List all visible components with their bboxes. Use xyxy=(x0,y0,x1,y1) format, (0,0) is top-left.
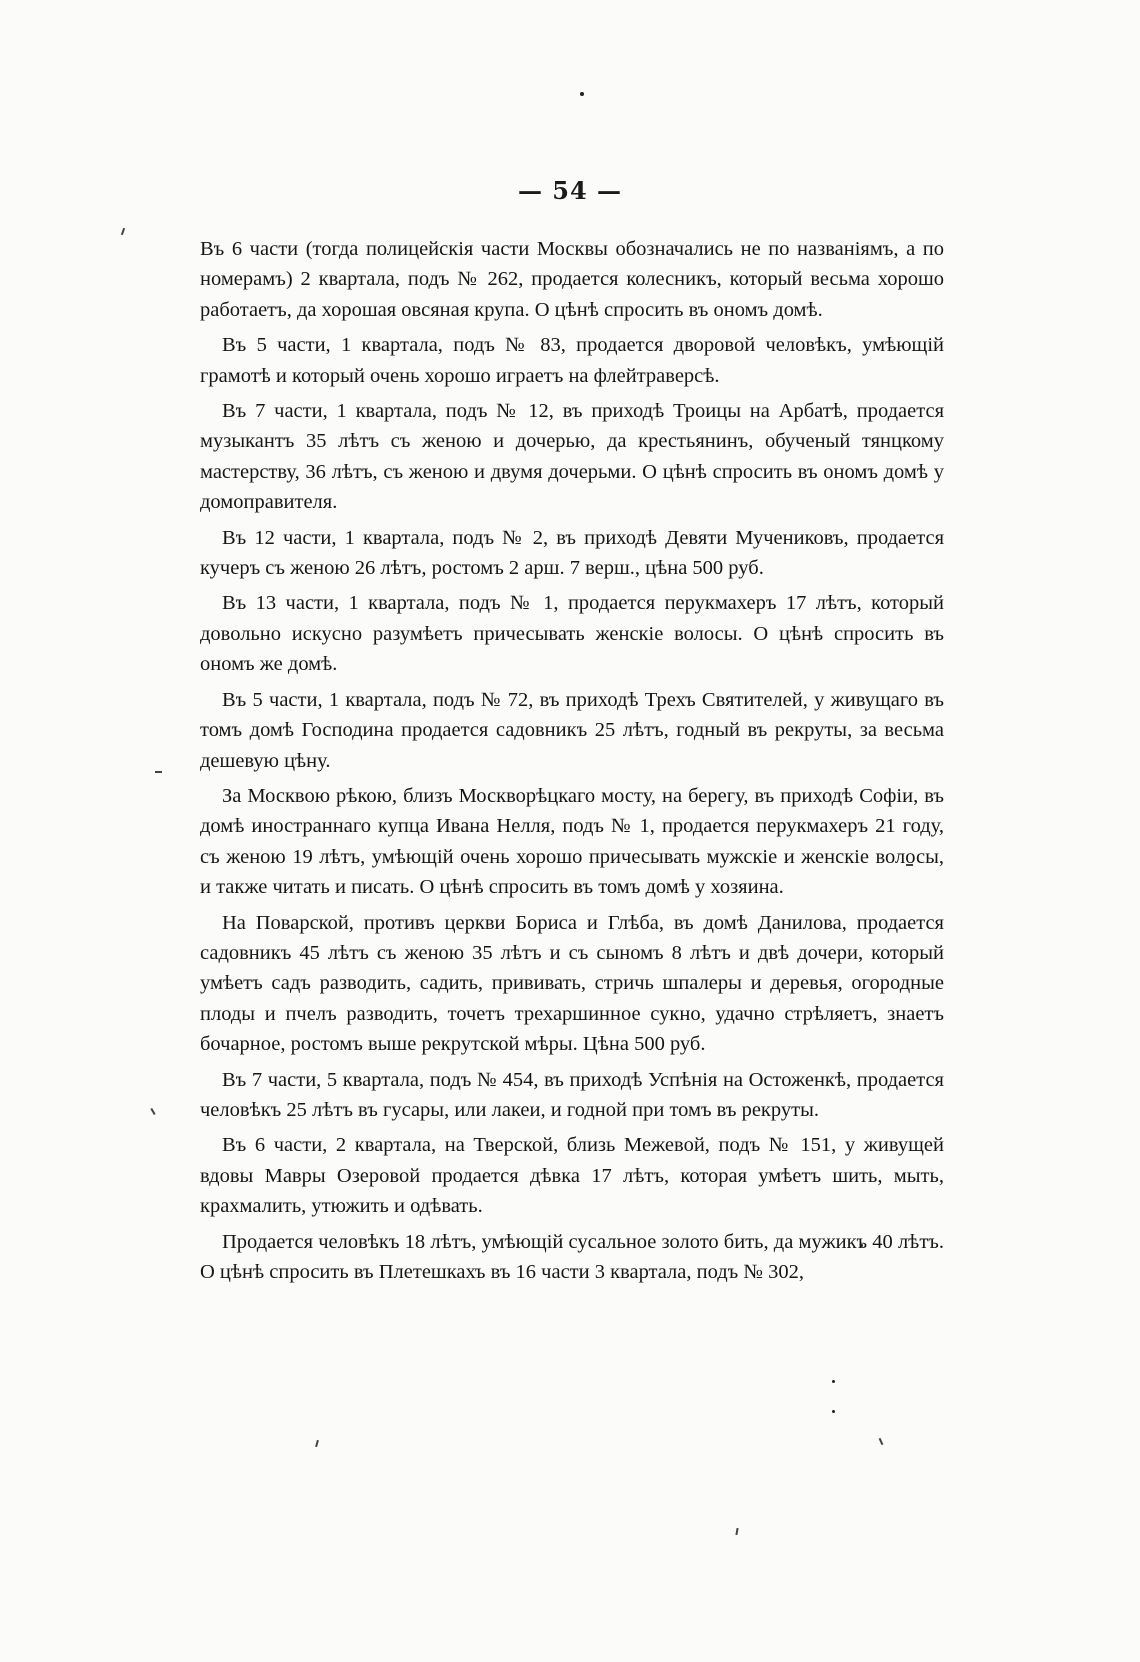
advertisement-paragraph: Въ 5 части, 1 квартала, подъ № 83, продается дворовой человѣкъ, умѣющій грамотѣ и который очень хорошо играетъ на флейтраверсѣ. xyxy=(200,334,944,387)
ink-mark xyxy=(150,1108,155,1115)
ink-mark xyxy=(879,1438,884,1445)
advertisement-paragraph: За Москвою рѣкою, близъ Москворѣцкаго мосту, на берегу, въ приходѣ Софіи, въ домѣ иностраннаго купца Ивана Нелля, подъ № 1, продается перукмахеръ 21 году, съ женою 19 лѣтъ, умѣющій очень хорошо причесывать мужскіе и женскіе волосы, и также читать и писать. О цѣнѣ спросить въ томъ домѣ у хозяина. xyxy=(200,784,944,899)
advertisement-paragraph: Въ 6 части, 2 квартала, на Тверской, близь Межевой, подъ № 151, у живущей вдовы Мавры Озеровой продается дѣвка 17 лѣтъ, которая умѣетъ шить, мыть, крахмалить, утюжить и одѣвать. xyxy=(200,1134,944,1218)
advertisement-paragraph: На Поварской, противъ церкви Бориса и Глѣба, въ домѣ Данилова, продается садовникъ 45 лѣтъ съ женою 35 лѣтъ и съ сыномъ 8 лѣтъ и двѣ дочери, который умѣетъ садъ разводить, садить, прививать, стричь шпалеры и деревья, огородные плоды и пчелъ разводить, точетъ трехаршинное сукно, удачно стрѣляетъ, знаетъ бочарное, ростомъ выше рекрутской мѣры. Цѣна 500 руб. xyxy=(200,911,944,1056)
advertisement-paragraph: Въ 5 части, 1 квартала, подъ № 72, въ приходѣ Трехъ Святителей, у живущаго въ томъ домѣ Господина продается садовникъ 25 лѣтъ, годный въ рекруты, за весьма дешевую цѣну. xyxy=(200,688,944,772)
ink-speck xyxy=(832,1410,835,1413)
advertisement-paragraph: Въ 7 части, 5 квартала, подъ № 454, въ приходѣ Успѣнія на Остоженкѣ, продается человѣкъ 25 лѣтъ въ гусары, или лакеи, и годной при томъ въ рекруты. xyxy=(200,1068,944,1121)
advertisement-paragraph: Въ 7 части, 1 квартала, подъ № 12, въ приходѣ Троицы на Арбатѣ, продается музыкантъ 35 лѣтъ съ женою и дочерью, да крестьянинъ, обученый тянцкому мастерству, 36 лѣтъ, съ женою и двумя дочерьми. О цѣнѣ спросить въ ономъ домѣ у домоправителя. xyxy=(200,400,944,514)
body-text xyxy=(200,234,944,1292)
ink-speck xyxy=(580,92,584,96)
ink-mark xyxy=(121,228,125,235)
ink-mark xyxy=(735,1528,738,1535)
advertisement-paragraph: Въ 12 части, 1 квартала, подъ № 2, въ приходѣ Девяти Мучениковъ, продается кучеръ съ женою 26 лѣтъ, ростомъ 2 арш. 7 верш., цѣна 500 руб. xyxy=(200,526,944,580)
page-number: — 54 — xyxy=(517,176,623,205)
advertisement-paragraph: Въ 6 части (тогда полицейскія части Москвы обозначались не по названіямъ, а по номерамъ) 2 квартала, подъ № 262, продается колесникъ, который весьма хорошо работаетъ, да хорошая овсяная крупа. О цѣнѣ спросить въ ономъ домѣ. xyxy=(200,238,944,321)
ink-speck xyxy=(832,1380,835,1383)
ink-mark xyxy=(315,1440,319,1447)
advertisement-paragraph: Въ 13 части, 1 квартала, подъ № 1, продается перукмахеръ 17 лѣтъ, который довольно искусно разумѣетъ причесывать женскіе волосы. О цѣнѣ спросить въ ономъ же домѣ. xyxy=(200,592,944,676)
advertisement-paragraph: Продается человѣкъ 18 лѣтъ, умѣющій сусальное золото бить, да мужикъ 40 лѣтъ. О цѣнѣ спросить въ Плетешкахъ въ 16 части 3 квартала, подъ № 302, xyxy=(200,1230,944,1283)
ink-mark xyxy=(155,771,162,773)
